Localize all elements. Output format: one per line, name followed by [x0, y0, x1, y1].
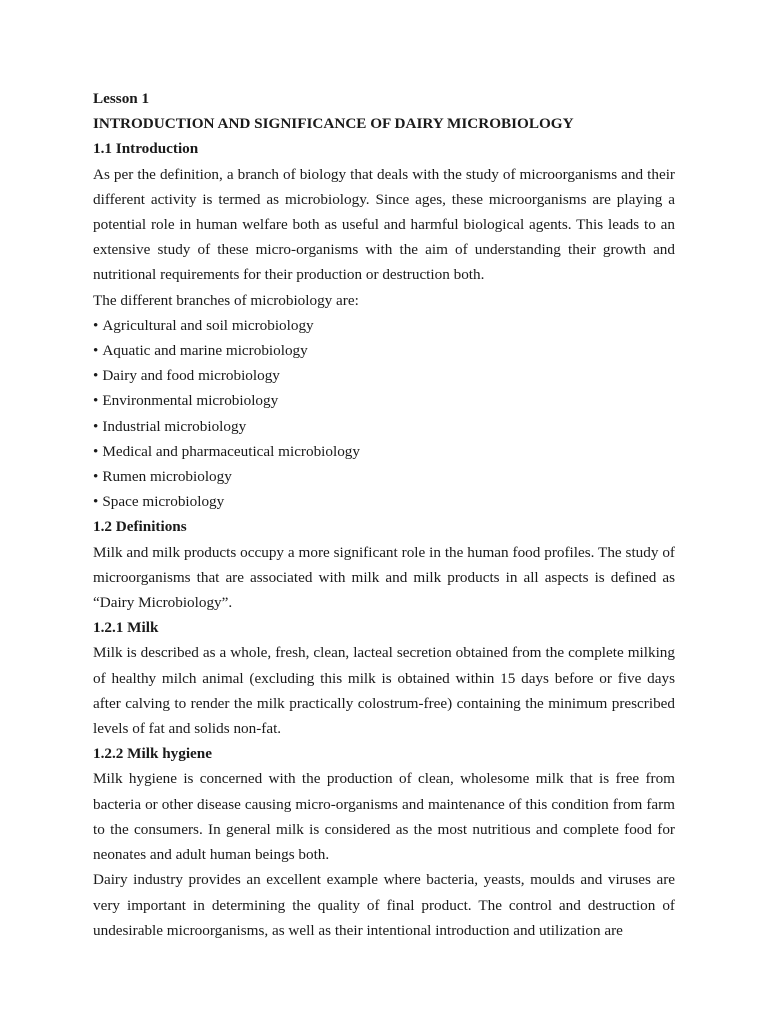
- section-heading-introduction: 1.1 Introduction: [93, 140, 199, 158]
- list-item-label: Environmental microbiology: [102, 392, 279, 410]
- bullet-glyph: •: [93, 316, 99, 334]
- list-item-label: Aquatic and marine microbiology: [102, 342, 308, 360]
- list-item: [93, 414, 675, 439]
- section-heading-milk: 1.2.1 Milk: [93, 619, 159, 637]
- list-item-label: Industrial microbiology: [102, 417, 247, 435]
- list-item-label: Agricultural and soil microbiology: [102, 316, 314, 334]
- bullet-glyph: •: [93, 468, 99, 486]
- milk-paragraph: Milk is described as a whole, fresh, clean, lacteal secretion obtained from the complete milking of healthy milch animal (excluding this milk is obtained within 15 days before or five days after calving to render the milk practically colostrum-free) containing the minimum prescribed levels of fat and solids non-fat.: [93, 644, 675, 738]
- branches-list: [93, 313, 675, 515]
- document-page: [93, 86, 675, 943]
- bullet-glyph: •: [93, 493, 99, 511]
- list-item: [93, 489, 675, 514]
- bullet-glyph: •: [93, 442, 99, 460]
- list-item: [93, 363, 675, 388]
- bullet-glyph: •: [93, 392, 99, 410]
- list-item: [93, 464, 675, 489]
- definitions-paragraph: Milk and milk products occupy a more significant role in the human food profiles. The study of microorganisms that are associated with milk and milk products in all aspects is defined as “Dairy Microbiology”.: [93, 543, 675, 612]
- list-item: [93, 338, 675, 363]
- dairy-industry-paragraph: Dairy industry provides an excellent example where bacteria, yeasts, moulds and viruses are very important in determining the quality of final product. The control and destruction of undesirable microorganisms, as well as their intentional introduction and utilization are: [93, 871, 675, 939]
- list-item-label: Medical and pharmaceutical microbiology: [102, 442, 360, 460]
- lesson-title: INTRODUCTION AND SIGNIFICANCE OF DAIRY MICROBIOLOGY: [93, 115, 574, 133]
- list-item-label: Rumen microbiology: [102, 468, 232, 486]
- list-item: [93, 439, 675, 464]
- list-item: [93, 313, 675, 338]
- introduction-paragraph: As per the definition, a branch of biology that deals with the study of microorganisms and their different activity is termed as microbiology. Since ages, these microorganisms are playing a potential role in human welfare both as useful and harmful biological agents. This leads to an extensive study of these micro-organisms with the aim of understanding their growth and nutritional requirements for their production or destruction both.: [93, 165, 675, 284]
- list-item-label: Space microbiology: [102, 493, 225, 511]
- bullet-glyph: •: [93, 367, 99, 385]
- list-item: [93, 388, 675, 413]
- section-heading-milk-hygiene: 1.2.2 Milk hygiene: [93, 745, 212, 763]
- bullet-glyph: •: [93, 417, 99, 435]
- bullet-glyph: •: [93, 342, 99, 360]
- list-item-label: Dairy and food microbiology: [102, 367, 280, 385]
- lesson-label: Lesson 1: [93, 90, 150, 107]
- section-heading-definitions: 1.2 Definitions: [93, 518, 187, 536]
- branches-lead-text: The different branches of microbiology are:: [93, 291, 359, 309]
- milk-hygiene-paragraph: Milk hygiene is concerned with the production of clean, wholesome milk that is free from bacteria or other disease causing micro-organisms and maintenance of this condition from farm to the consumers. In general milk is considered as the most nutritious and complete food for neonates and adult human beings both.: [93, 770, 675, 864]
